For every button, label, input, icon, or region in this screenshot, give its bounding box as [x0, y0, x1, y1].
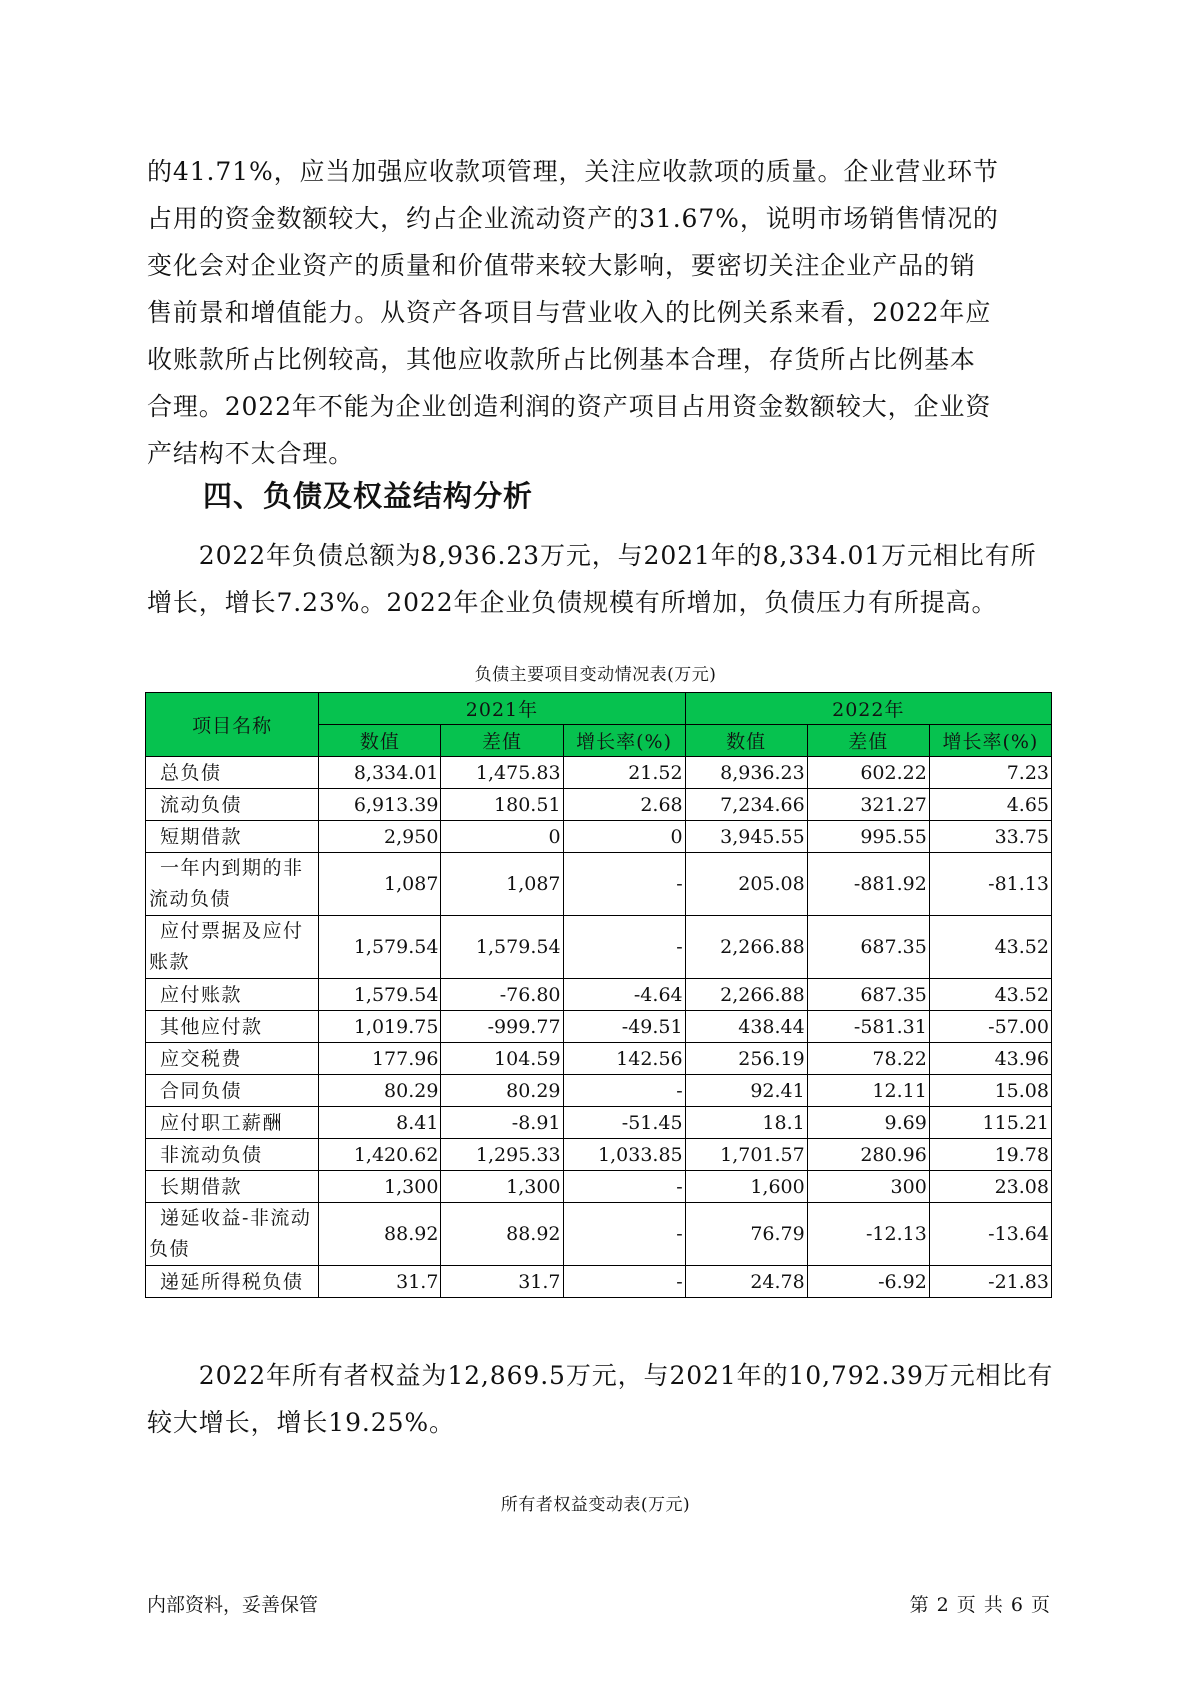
table-cell: 80.29 [319, 1075, 441, 1107]
table-cell: 6,913.39 [319, 789, 441, 821]
row-label: 应付职工薪酬 [146, 1107, 319, 1139]
table-cell: 8,936.23 [685, 757, 807, 789]
table-cell: 321.27 [807, 789, 929, 821]
table-cell: 1,300 [319, 1171, 441, 1203]
table-row [146, 757, 1052, 789]
row-label: 应付票据及应付账款 [146, 916, 319, 979]
table-cell: -76.80 [441, 979, 563, 1011]
text-line: 产结构不太合理。 [147, 439, 355, 468]
table-cell: 7.23 [929, 757, 1051, 789]
table-cell: 18.1 [685, 1107, 807, 1139]
table-cell: 1,701.57 [685, 1139, 807, 1171]
table-row [146, 789, 1052, 821]
table-row [146, 1203, 1052, 1266]
table-cell: 115.21 [929, 1107, 1051, 1139]
text-line: 合理。2022年不能为企业创造利润的资产项目占用资金数额较大，企业资 [147, 392, 992, 421]
table-cell: 15.08 [929, 1075, 1051, 1107]
table-cell: 2.68 [563, 789, 685, 821]
table-cell: -581.31 [807, 1011, 929, 1043]
table-cell: - [563, 1171, 685, 1203]
footer-page-number: 第 2 页 共 6 页 [909, 1594, 1051, 1616]
section-heading: 四、负债及权益结构分析 [203, 479, 534, 513]
row-label: 长期借款 [146, 1171, 319, 1203]
text-line: 增长，增长7.23%。2022年企业负债规模有所增加，负债压力有所提高。 [147, 588, 998, 617]
table-cell: 177.96 [319, 1043, 441, 1075]
table-cell: 1,579.54 [319, 979, 441, 1011]
table-cell: 438.44 [685, 1011, 807, 1043]
text-line: 2022年所有者权益为12,869.5万元，与2021年的10,792.39万元相比有 [147, 1361, 1054, 1390]
row-label: 递延收益-非流动负债 [146, 1203, 319, 1266]
header-difference: 差值 [807, 725, 929, 757]
table-cell: 1,295.33 [441, 1139, 563, 1171]
table-body [146, 757, 1052, 1298]
table-cell: -13.64 [929, 1203, 1051, 1266]
table-cell: - [563, 853, 685, 916]
table-cell: -81.13 [929, 853, 1051, 916]
header-year-2022: 2022年 [685, 693, 1051, 725]
table-cell: -881.92 [807, 853, 929, 916]
table-cell: 1,579.54 [441, 916, 563, 979]
row-label: 递延所得税负债 [146, 1266, 319, 1298]
table-row [146, 1011, 1052, 1043]
table-cell: -57.00 [929, 1011, 1051, 1043]
row-label: 应付账款 [146, 979, 319, 1011]
table-cell: 23.08 [929, 1171, 1051, 1203]
row-label: 短期借款 [146, 821, 319, 853]
table-cell: 78.22 [807, 1043, 929, 1075]
table-cell: -999.77 [441, 1011, 563, 1043]
table-cell: 43.52 [929, 979, 1051, 1011]
table-cell: -4.64 [563, 979, 685, 1011]
table-cell: 7,234.66 [685, 789, 807, 821]
table-cell: - [563, 916, 685, 979]
table-cell: - [563, 1203, 685, 1266]
header-year-2021: 2021年 [319, 693, 685, 725]
table-cell: 31.7 [441, 1266, 563, 1298]
table-cell: 300 [807, 1171, 929, 1203]
table-row [146, 1043, 1052, 1075]
table-row [146, 979, 1052, 1011]
table-cell: 1,087 [441, 853, 563, 916]
text-line: 变化会对企业资产的质量和价值带来较大影响，要密切关注企业产品的销 [147, 251, 976, 280]
table-cell: -51.45 [563, 1107, 685, 1139]
text-line: 的41.71%，应当加强应收款项管理，关注应收款项的质量。企业营业环节 [147, 157, 999, 186]
table-row [146, 916, 1052, 979]
table-cell: 995.55 [807, 821, 929, 853]
table-cell: 687.35 [807, 979, 929, 1011]
table-cell: 8,334.01 [319, 757, 441, 789]
table-cell: 1,300 [441, 1171, 563, 1203]
table-cell: 12.11 [807, 1075, 929, 1107]
table-cell: -21.83 [929, 1266, 1051, 1298]
text-line: 较大增长，增长19.25%。 [147, 1408, 455, 1437]
equity-paragraph [147, 1352, 1054, 1446]
table-cell: 1,475.83 [441, 757, 563, 789]
table-row [146, 821, 1052, 853]
table-cell: -8.91 [441, 1107, 563, 1139]
table-cell: 92.41 [685, 1075, 807, 1107]
table-cell: 9.69 [807, 1107, 929, 1139]
table-row [146, 853, 1052, 916]
table-cell: 1,579.54 [319, 916, 441, 979]
row-label: 合同负债 [146, 1075, 319, 1107]
table-cell: - [563, 1266, 685, 1298]
text-line: 收账款所占比例较高，其他应收款所占比例基本合理，存货所占比例基本 [147, 345, 976, 374]
table-cell: 205.08 [685, 853, 807, 916]
table-cell: 43.52 [929, 916, 1051, 979]
table-cell: 687.35 [807, 916, 929, 979]
table-cell: 88.92 [319, 1203, 441, 1266]
table-cell: 142.56 [563, 1043, 685, 1075]
table-cell: 1,033.85 [563, 1139, 685, 1171]
table-row [146, 1107, 1052, 1139]
table-cell: -49.51 [563, 1011, 685, 1043]
table-cell: 24.78 [685, 1266, 807, 1298]
text-line: 售前景和增值能力。从资产各项目与营业收入的比例关系来看，2022年应 [147, 298, 992, 327]
table-cell: 1,600 [685, 1171, 807, 1203]
row-label: 应交税费 [146, 1043, 319, 1075]
table-row [146, 1266, 1052, 1298]
row-label: 流动负债 [146, 789, 319, 821]
table-cell: 0 [441, 821, 563, 853]
table-cell: 256.19 [685, 1043, 807, 1075]
table-cell: -12.13 [807, 1203, 929, 1266]
table-cell: 3,945.55 [685, 821, 807, 853]
table-cell: -6.92 [807, 1266, 929, 1298]
table-cell: 2,950 [319, 821, 441, 853]
row-label: 其他应付款 [146, 1011, 319, 1043]
row-label: 非流动负债 [146, 1139, 319, 1171]
header-item-name: 项目名称 [146, 693, 319, 757]
table-cell: 1,087 [319, 853, 441, 916]
table-cell: 4.65 [929, 789, 1051, 821]
table-cell: 602.22 [807, 757, 929, 789]
table-cell: 1,420.62 [319, 1139, 441, 1171]
footer-confidential-note: 内部资料，妥善保管 [147, 1594, 319, 1616]
table-cell: 88.92 [441, 1203, 563, 1266]
table-cell: 31.7 [319, 1266, 441, 1298]
header-growth-rate: 增长率(%) [929, 725, 1051, 757]
table-row [146, 1139, 1052, 1171]
table-caption: 负债主要项目变动情况表(万元) [474, 665, 717, 685]
liability-paragraph [147, 532, 1047, 626]
table-cell: 19.78 [929, 1139, 1051, 1171]
table-cell: 8.41 [319, 1107, 441, 1139]
table-cell: 104.59 [441, 1043, 563, 1075]
table-cell: 80.29 [441, 1075, 563, 1107]
table-cell: 2,266.88 [685, 916, 807, 979]
header-value: 数值 [319, 725, 441, 757]
table-cell: 43.96 [929, 1043, 1051, 1075]
header-difference: 差值 [441, 725, 563, 757]
table-cell: - [563, 1075, 685, 1107]
text-line: 占用的资金数额较大，约占企业流动资产的31.67%，说明市场销售情况的 [147, 204, 999, 233]
header-growth-rate: 增长率(%) [563, 725, 685, 757]
liability-table [145, 692, 1052, 1298]
table-cell: 180.51 [441, 789, 563, 821]
table-cell: 0 [563, 821, 685, 853]
header-value: 数值 [685, 725, 807, 757]
table-caption: 所有者权益变动表(万元) [500, 1495, 691, 1515]
table-cell: 33.75 [929, 821, 1051, 853]
intro-paragraph [147, 148, 1047, 477]
row-label: 一年内到期的非流动负债 [146, 853, 319, 916]
table-cell: 76.79 [685, 1203, 807, 1266]
table-cell: 2,266.88 [685, 979, 807, 1011]
row-label: 总负债 [146, 757, 319, 789]
text-line: 2022年负债总额为8,936.23万元，与2021年的8,334.01万元相比有所 [147, 541, 1037, 570]
table-row [146, 1075, 1052, 1107]
table-cell: 280.96 [807, 1139, 929, 1171]
table-cell: 1,019.75 [319, 1011, 441, 1043]
table-row [146, 1171, 1052, 1203]
table-cell: 21.52 [563, 757, 685, 789]
